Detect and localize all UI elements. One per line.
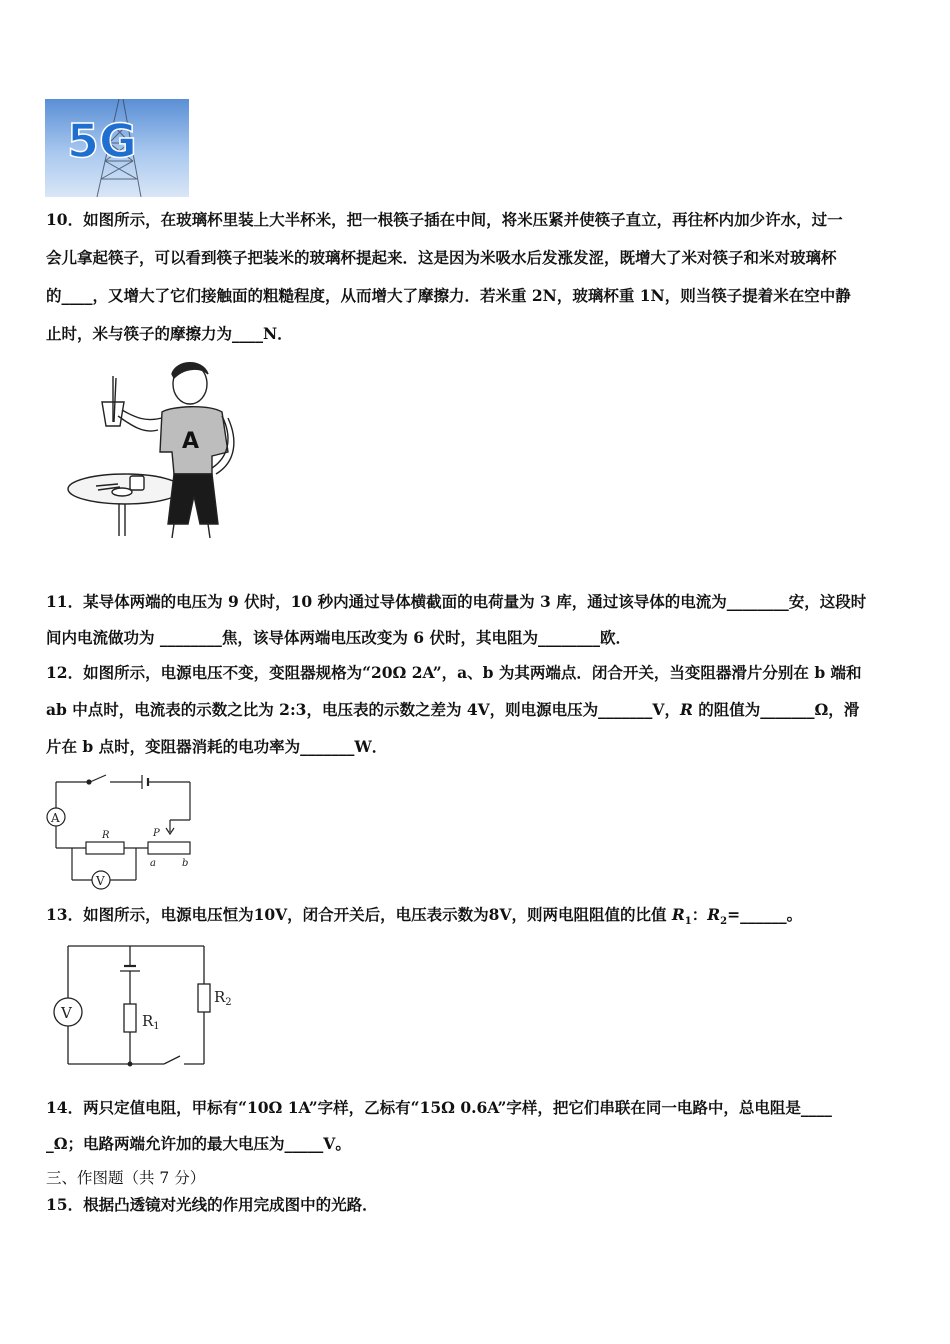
q10-line-4: 止时，米与筷子的摩擦力为____N． xyxy=(46,324,293,343)
q12-line-2b: 的阻值为_______Ω，滑 xyxy=(692,700,860,719)
q12-label-r: R xyxy=(102,830,110,841)
q10-line-1: 10．如图所示，在玻璃杯里装上大半杯米，把一根筷子插在中间，将米压紧并使筷子直立，再往杯内加少许水，过一 xyxy=(46,210,843,229)
q13-label-r2: $R_2$ xyxy=(214,988,232,1008)
q13-text-b: =______。 xyxy=(727,905,803,924)
5g-tower-image xyxy=(45,99,189,197)
q13-label-r1: $R_1$ xyxy=(142,1012,160,1032)
q13-r1: R xyxy=(671,905,685,924)
q12-line-2a: ab 中点时，电流表的示数之比为 2:3，电压表的示数之差为 4V，则电源电压为_______V， xyxy=(46,700,680,719)
q12-rheostat xyxy=(148,842,190,854)
q10-line-2: 会儿拿起筷子，可以看到筷子把装米的玻璃杯提起来．这是因为米吸水后发涨发涩，既增大了米对筷子和米对玻璃杯 xyxy=(46,248,837,267)
5g-logo-text: 5G xyxy=(67,114,137,168)
q12-label-p: P xyxy=(153,828,160,839)
q12-voltmeter-label: V xyxy=(96,874,105,888)
q13-r1-sub: 1 xyxy=(684,916,692,928)
q12-label-a: a xyxy=(150,858,156,869)
q12-circuit-diagram xyxy=(44,772,200,892)
q13-circuit-diagram xyxy=(44,940,244,1070)
q13-resistor-r1 xyxy=(124,1004,136,1032)
q12-label-b: b xyxy=(182,858,189,869)
q12-ammeter-label: A xyxy=(51,811,60,825)
q11-line-2: 间内电流做功为 ________焦，该导体两端电压改变为 6 伏时，其电阻为________欧． xyxy=(46,628,631,647)
q12-r-symbol: R xyxy=(679,700,693,719)
q12-line-3: 片在 b 点时，变阻器消耗的电功率为_______W． xyxy=(46,737,388,756)
q10-line-3: 的____，又增大了它们接触面的粗糙程度，从而增大了摩擦力．若米重 2N，玻璃杯重 1N，则当筷子提着米在空中静 xyxy=(46,286,851,305)
q13-resistor-r2 xyxy=(198,984,210,1012)
boy-chopsticks-figure xyxy=(62,356,272,542)
section-3-heading: 三、作图题（共 7 分） xyxy=(46,1169,206,1187)
q13-colon: ： xyxy=(691,905,708,924)
q14-line-2: _Ω；电路两端允许加的最大电压为_____V。 xyxy=(46,1134,351,1153)
q14-line-1: 14．两只定值电阻，甲标有“10Ω 1A”字样，乙标有“15Ω 0.6A”字样，把它们串联在同一电路中，总电阻是____ xyxy=(46,1098,832,1117)
q13-text-a: 13．如图所示，电源电压恒为10V，闭合开关后，电压表示数为8V，则两电阻阻值的比值 xyxy=(46,905,672,924)
shirt-letter: A xyxy=(182,429,200,454)
q13-line-1 xyxy=(46,905,802,932)
q15-line-1: 15．根据凸透镜对光线的作用完成图中的光路． xyxy=(46,1195,378,1214)
q12-line-2 xyxy=(46,700,859,720)
q12-line-1: 12．如图所示，电源电压不变，变阻器规格为“20Ω 2A”，a、b 为其两端点．闭合开关，当变阻器滑片分别在 b 端和 xyxy=(46,663,862,682)
q13-r2: R xyxy=(707,905,721,924)
q12-switch xyxy=(90,775,106,782)
q11-line-1: 11．某导体两端的电压为 9 伏时，10 秒内通过导体横截面的电荷量为 3 库，通过该导体的电流为________安，这段时 xyxy=(46,592,867,611)
q13-voltmeter-label: V xyxy=(61,1004,72,1022)
q13-switch xyxy=(164,1056,180,1064)
q12-resistor-r xyxy=(86,842,124,854)
q13-r2-sub: 2 xyxy=(720,916,728,928)
